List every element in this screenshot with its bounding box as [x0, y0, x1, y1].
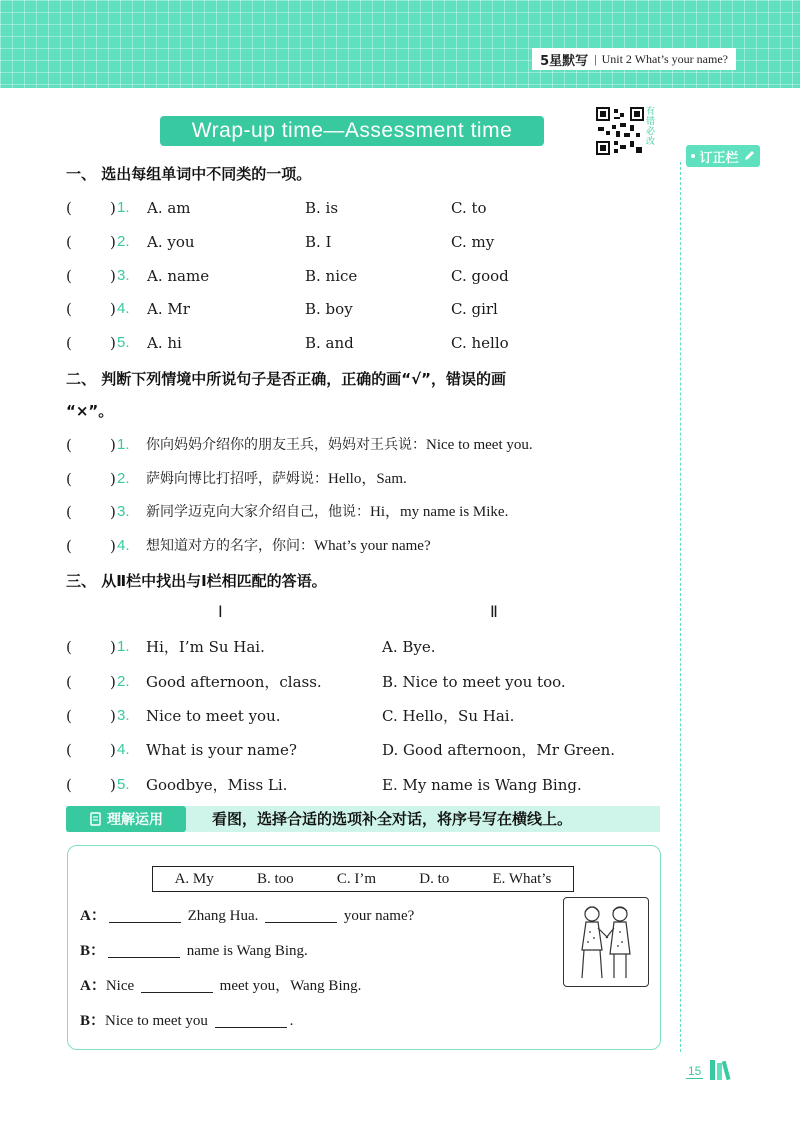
separator: | [594, 51, 597, 66]
item-number: 3. [117, 707, 130, 724]
qr-note: 有 错 必 改 [646, 107, 656, 147]
answer-paren-open[interactable]: ( [66, 300, 72, 318]
option: B. too [256, 870, 294, 887]
item-number: 4. [117, 537, 130, 554]
option-a: A. Mr [147, 300, 190, 318]
option-b: B. and [305, 334, 354, 352]
section2-row-1 [66, 433, 666, 457]
column-2-item: C. Hello，Su Hai. [382, 707, 515, 725]
dialog-line-1 [80, 904, 414, 928]
option-a: A. hi [147, 334, 182, 352]
item-number: 3. [117, 267, 130, 284]
option-b: B. nice [305, 267, 358, 285]
answer-paren-close: ) [110, 707, 116, 725]
answer-paren-open[interactable]: ( [66, 638, 72, 656]
understand-instruction: 看图，选择合适的选项补全对话，将序号写在横线上。 [212, 810, 573, 828]
answer-paren-open[interactable]: ( [66, 267, 72, 285]
option-c: C. good [451, 267, 509, 285]
column-1-item: Nice to meet you. [146, 707, 281, 725]
dialog-text: Nice to meet you [105, 1013, 212, 1029]
section2-heading-cont: “×”。 [66, 402, 114, 420]
page-number: 15 [688, 1064, 702, 1078]
statement: 你向妈妈介绍你的朋友王兵，妈妈对王兵说：Nice to meet you. [146, 437, 533, 453]
unit-title: Unit 2 What’s your name? [601, 51, 728, 66]
item-number: 1. [117, 199, 130, 216]
section1-row-5 [66, 331, 666, 355]
page-header [0, 0, 800, 88]
answer-blank[interactable] [215, 1011, 287, 1028]
answer-paren-close: ) [110, 537, 116, 555]
section2-row-4 [66, 534, 666, 558]
option-b: B. is [305, 199, 339, 217]
dialog-line-2 [80, 939, 308, 963]
series-label: 5星默写 [540, 53, 589, 69]
books-icon [708, 1058, 736, 1080]
item-number: 1. [117, 436, 130, 453]
answer-paren-open[interactable]: ( [66, 436, 72, 454]
column-1-item: Goodbye，Miss Li. [146, 776, 288, 794]
section2-row-3 [66, 500, 666, 524]
column-2-item: B. Nice to meet you too. [382, 673, 566, 691]
item-number: 5. [117, 334, 130, 351]
option: E. What’s [492, 870, 552, 887]
answer-blank[interactable] [108, 941, 180, 958]
column-1-item: What is your name? [146, 741, 297, 759]
speaker: A： [80, 978, 106, 994]
answer-paren-close: ) [110, 436, 116, 454]
item-number: 2. [117, 673, 130, 690]
dialog-text: Zhang Hua. [183, 908, 263, 924]
item-number: 3. [117, 503, 130, 520]
section1-heading: 一、 选出每组单词中不同类的一项。 [66, 165, 312, 183]
option-c: C. girl [451, 300, 498, 318]
dialog-text: your name? [340, 908, 415, 924]
answer-paren-open[interactable]: ( [66, 199, 72, 217]
correction-margin-line [680, 162, 681, 1052]
answer-paren-close: ) [110, 776, 116, 794]
item-number: 2. [117, 470, 130, 487]
option-b: B. I [305, 233, 332, 251]
option-c: C. my [451, 233, 495, 251]
section1-row-2 [66, 230, 666, 254]
dialog-text: meet you，Wang Bing. [215, 978, 362, 994]
answer-paren-open[interactable]: ( [66, 537, 72, 555]
section3-row-4 [66, 738, 666, 762]
section1-row-1 [66, 196, 666, 220]
item-number: 5. [117, 776, 130, 793]
section3-heading: 三、 从Ⅱ栏中找出与Ⅰ栏相匹配的答语。 [66, 572, 327, 590]
option: D. to [419, 870, 450, 887]
dialog-line-3 [80, 974, 361, 998]
item-number: 2. [117, 233, 130, 250]
section2-row-2 [66, 467, 666, 491]
column-1-heading: Ⅰ [218, 604, 223, 621]
column-2-item: E. My name is Wang Bing. [382, 776, 582, 794]
dialog-text: Nice [105, 978, 138, 994]
dialog-text: name is Wang Bing. [183, 943, 308, 959]
section1-row-4 [66, 297, 666, 321]
answer-paren-open[interactable]: ( [66, 470, 72, 488]
section3-row-1 [66, 635, 666, 659]
section3-row-3 [66, 704, 666, 728]
pencil-icon [743, 150, 755, 162]
item-number: 1. [117, 638, 130, 655]
correction-tab-label: 订正栏 [699, 150, 739, 166]
speaker: B： [80, 943, 106, 959]
column-2-item: A. Bye. [382, 638, 436, 656]
option: C. I’m [336, 870, 377, 887]
answer-paren-open[interactable]: ( [66, 334, 72, 352]
column-1-item: Good afternoon，class. [146, 673, 322, 691]
item-number: 4. [117, 300, 130, 317]
answer-paren-close: ) [110, 267, 116, 285]
answer-paren-close: ) [110, 300, 116, 318]
dialog-line-4 [80, 1009, 293, 1033]
greeting-picture [563, 897, 649, 987]
answer-blank[interactable] [141, 976, 213, 993]
answer-paren-open[interactable]: ( [66, 741, 72, 759]
section2-heading: 二、 判断下列情境中所说句子是否正确，正确的画“√”，错误的画 [66, 370, 506, 388]
answer-paren-close: ) [110, 233, 116, 251]
answer-paren-open[interactable]: ( [66, 503, 72, 521]
speaker: B： [80, 1013, 106, 1029]
answer-paren-open[interactable]: ( [66, 233, 72, 251]
answer-paren-close: ) [110, 673, 116, 691]
understand-tag [66, 806, 186, 832]
column-2-heading: Ⅱ [490, 604, 498, 621]
column-1-item: Hi，I’m Su Hai. [146, 638, 265, 656]
answer-paren-open[interactable]: ( [66, 707, 72, 725]
answer-blank[interactable] [265, 906, 337, 923]
option: A. My [174, 870, 214, 887]
section3-row-2 [66, 670, 666, 694]
statement: 萨姆向博比打招呼，萨姆说：Hello，Sam. [146, 471, 407, 487]
section3-row-5 [66, 773, 666, 797]
answer-paren-close: ) [110, 199, 116, 217]
notebook-icon [89, 812, 103, 826]
option-a: A. you [147, 233, 195, 251]
option-b: B. boy [305, 300, 353, 318]
answer-paren-close: ) [110, 503, 116, 521]
answer-paren-close: ) [110, 470, 116, 488]
answer-paren-close: ) [110, 741, 116, 759]
answer-paren-open[interactable]: ( [66, 673, 72, 691]
dot-icon [691, 154, 695, 158]
option-c: C. to [451, 199, 487, 217]
option-box [152, 866, 574, 892]
statement: 想知道对方的名字，你问：What’s your name? [146, 538, 431, 554]
understand-tag-label: 理解运用 [107, 812, 163, 828]
section1-row-3 [66, 264, 666, 288]
option-a: A. am [147, 199, 191, 217]
statement: 新同学迈克向大家介绍自己，他说：Hi，my name is Mike. [146, 504, 509, 520]
speaker: A： [80, 908, 106, 924]
item-number: 4. [117, 741, 130, 758]
correction-tab [686, 145, 760, 167]
answer-paren-close: ) [110, 334, 116, 352]
column-2-item: D. Good afternoon，Mr Green. [382, 741, 616, 759]
answer-paren-open[interactable]: ( [66, 776, 72, 794]
answer-blank[interactable] [109, 906, 181, 923]
answer-paren-close: ) [110, 638, 116, 656]
option-a: A. name [147, 267, 210, 285]
dialog-text: . [289, 1013, 294, 1029]
unit-tag [532, 48, 736, 70]
qr-code-icon [596, 107, 644, 155]
option-c: C. hello [451, 334, 509, 352]
page-title: Wrap-up time—Assessment time [160, 116, 544, 146]
